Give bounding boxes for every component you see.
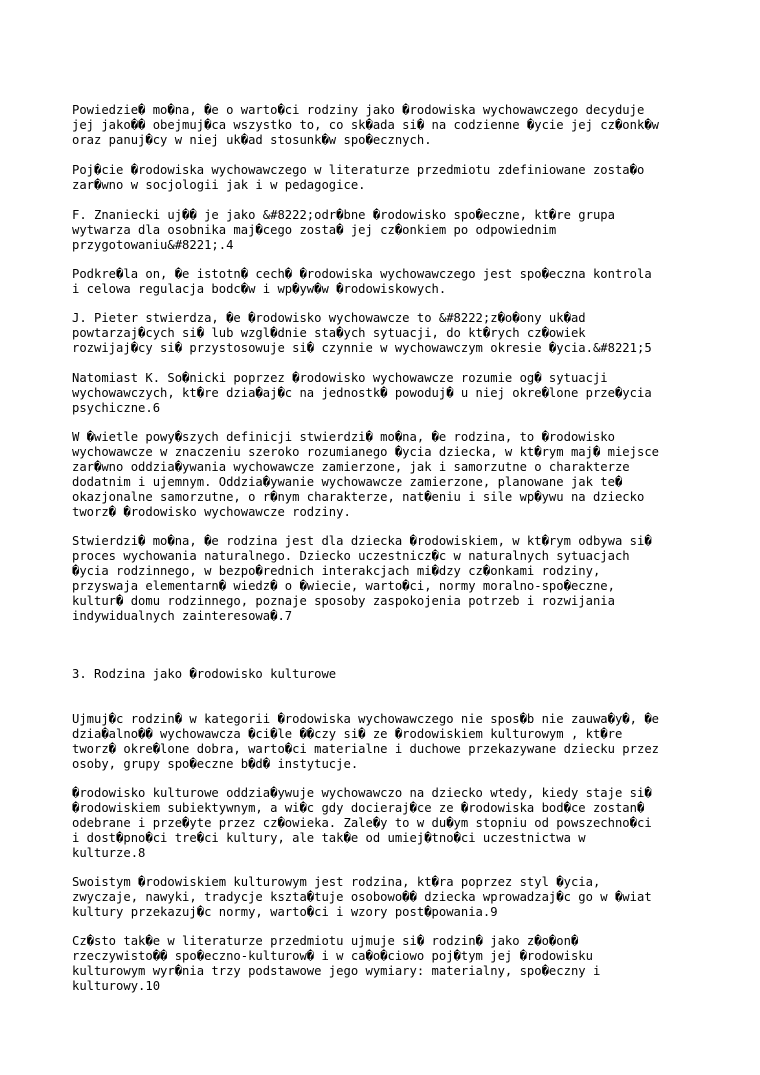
paragraph: Poj�cie �rodowiska wychowawczego w literaturze przedmiotu zdefiniowane zosta�o zar�wno w socjologii jak i w pedagogice. [72,163,645,192]
paragraph: Stwierdzi� mo�na, �e rodzina jest dla dziecka �rodowiskiem, w kt�rym odbywa si� proces wychowania naturalnego. Dziecko uczestnicz�c w naturalnych sytuacjach �ycia rodzinnego, w bezpo�rednich interakcjach mi�dzy cz�onkami rodziny, przyswaja elementarn� wiedz� o �wiecie, warto�ci, normy moralno-spo�eczne, kultur� domu rodzinnego, poznaje sposoby zaspokojenia potrzeb i rozwijania indywidualnych zainteresowa�.7 [72,534,652,623]
paragraph: Podkre�la on, �e istotn� cech� �rodowiska wychowawczego jest spo�eczna kontrola i celowa regulacja bodc�w i wp�yw�w �rodowiskowych. [72,267,652,296]
paragraph: Ujmuj�c rodzin� w kategorii �rodowiska wychowawczego nie spos�b nie zauwa�y�, �e dzia�alno�� wychowawcza �ci�le ��czy si� ze �rodowiskiem kulturowym , kt�re tworz� okre�lone dobra, warto�ci materialne i duchowe przekazywane dziecku przez osoby, grupy spo�eczne b�d� instytucje. [72,712,659,771]
paragraph: �rodowisko kulturowe oddzia�ywuje wychowawczo na dziecko wtedy, kiedy staje si� �rodowiskiem subiektywnym, a wi�c gdy docieraj�ce ze �rodowiska bod�ce zostan� odebrane i prze�yte przez cz�owieka. Zale�y to w du�ym stopniu od powszechno�ci i dost�pno�ci tre�ci kultury, ale tak�e od umiej�tno�ci uczestnictwa w kulturze.8 [72,786,652,860]
paragraph: Cz�sto tak�e w literaturze przedmiotu ujmuje si� rodzin� jako z�o�on� rzeczywisto�� spo�eczno-kulturow� i w ca�o�ciowo poj�tym jej �rodowisku kulturowym wyr�nia trzy podstawowe jego wymiary: materialny, spo�eczny i kulturowy.10 [72,934,601,993]
paragraph: Swoistym �rodowiskiem kulturowym jest rodzina, kt�ra poprzez styl �ycia, zwyczaje, nawyki, tradycje kszta�tuje osobowo�� dziecka wprowadzaj�c go w �wiat kultury przekazuj�c normy, warto�ci i wzory post�powania.9 [72,875,652,919]
section-heading: 3. Rodzina jako �rodowisko kulturowe [72,667,337,681]
paragraph: Powiedzie� mo�na, �e o warto�ci rodziny jako �rodowiska wychowawczego decyduje jej jako�� obejmuj�ca wszystko to, co sk�ada si� na codzienne �ycie jej cz�onk�w oraz panuj�cy w niej uk�ad stosunk�w spo�ecznych. [72,103,659,147]
paragraph: F. Znaniecki uj�� je jako &#8222;odr�bne �rodowisko spo�eczne, kt�re grupa wytwarza dla osobnika maj�cego zosta� jej cz�onkiem po odpowiednim przygotowaniu&#8221;.4 [72,208,615,252]
paragraph: J. Pieter stwierdza, �e �rodowisko wychowawcze to &#8222;z�o�ony uk�ad powtarzaj�cych si� lub wzgl�dnie sta�ych sytuacji, do kt�rych cz�owiek rozwijaj�cy si� przystosowuje si� czynnie w wychowawczym okresie �ycia.&#8221;5 [72,311,652,355]
paragraph: W �wietle powy�szych definicji stwierdzi� mo�na, �e rodzina, to �rodowisko wychowawcze w znaczeniu szeroko rozumianego �ycia dziecka, w kt�rym maj� miejsce zar�wno oddzia�ywania wychowawcze zamierzone, jak i samorzutne o charakterze dodatnim i ujemnym. Oddzia�ywanie wychowawcze zamierzone, planowane jak te� okazjonalne samorzutne, o r�nym charakterze, nat�eniu i sile wp�ywu na dziecko tworz� �rodowisko wychowawcze rodziny. [72,430,659,519]
paragraph: Natomiast K. So�nicki poprzez �rodowisko wychowawcze rozumie og� sytuacji wychowawczych, kt�re dzia�aj�c na jednostk� powoduj� u niej okre�lone prze�ycia psychiczne.6 [72,371,652,415]
